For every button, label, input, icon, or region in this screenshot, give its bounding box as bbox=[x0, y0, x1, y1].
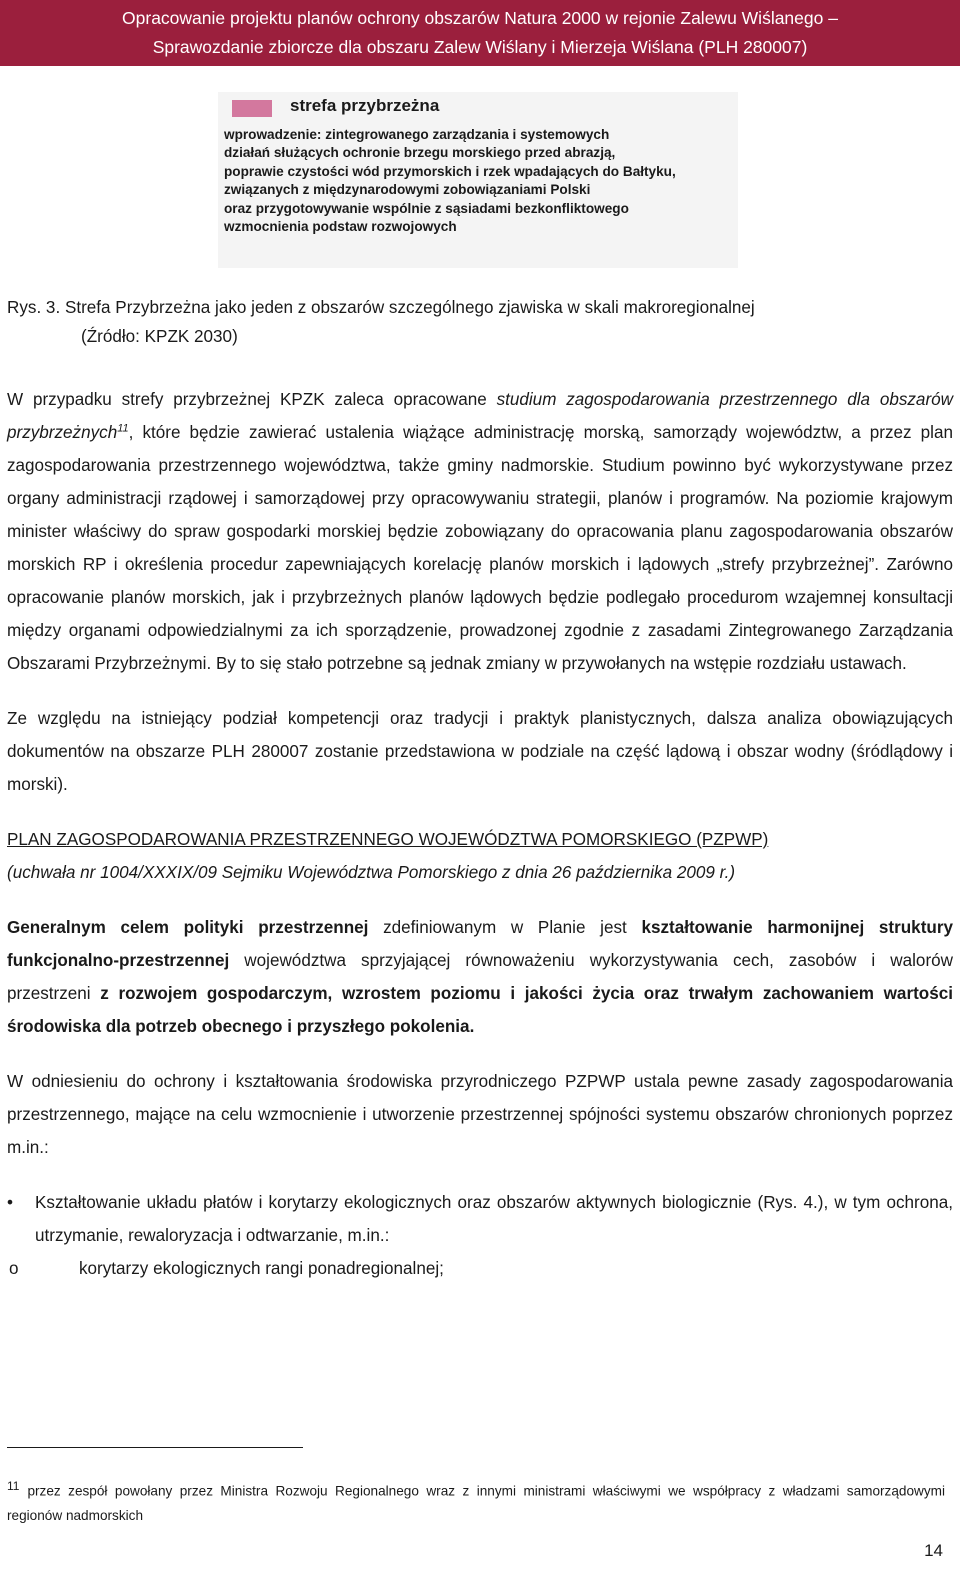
paragraph-analysis: Ze względu na istniejący podział kompetencji oraz tradycji i praktyk planistycznych, dalsza analiza obowiązujących dokumentów na obszarze PLH 280007 zostanie przedstawiona w podziale na część lądową i obszar wodny (śródlądowy i morski). bbox=[7, 709, 953, 794]
caption-line-2: (Źródło: KPZK 2030) bbox=[81, 327, 238, 346]
list-item bbox=[7, 1186, 953, 1252]
figure-line: oraz przygotowywanie wspólnie z sąsiadami bezkonfliktowego bbox=[224, 200, 629, 216]
list-item-text: Kształtowanie układu płatów i korytarzy ekologicznych oraz obszarów aktywnych biologicznie (Rys. 4.), w tym ochrona, utrzymanie, rewaloryzacja i odtwarzanie, m.in.: bbox=[35, 1193, 953, 1245]
sub-list-item-text: korytarzy ekologicznych rangi ponadregionalnej; bbox=[79, 1259, 444, 1278]
section-title: PLAN ZAGOSPODAROWANIA PRZESTRZENNEGO WOJEWÓDZTWA POMORSKIEGO (PZPWP) bbox=[7, 830, 769, 849]
figure-coastal-zone bbox=[218, 92, 738, 268]
figure-line: poprawie czystości wód przymorskich i rzek wpadających do Bałtyku, bbox=[224, 163, 676, 179]
emphasis-text: studium zagospodarowania przestrzennego dla obszarów przybrzeżnych bbox=[7, 390, 953, 442]
caption-line-1: Rys. 3. Strefa Przybrzeżna jako jeden z obszarów szczególnego zjawiska w skali makroregionalnej bbox=[7, 298, 755, 317]
paragraph-text: W przypadku strefy przybrzeżnej KPZK zaleca opracowane bbox=[7, 390, 497, 409]
header-line-1: Opracowanie projektu planów ochrony obszarów Natura 2000 w rejonie Zalewu Wiślanego – bbox=[122, 8, 838, 28]
figure-text bbox=[224, 126, 676, 236]
bullet-icon: • bbox=[7, 1193, 13, 1212]
circle-bullet-icon: o bbox=[9, 1259, 19, 1278]
section-subtitle: (uchwała nr 1004/XXXIX/09 Sejmiku Województwa Pomorskiego z dnia 26 października 2009 r.) bbox=[7, 863, 736, 882]
paragraph-text: , które będzie zawierać ustalenia wiążące administrację morską, samorządy województw, a przez plan zagospodarowania przestrzennego województwa, także gminy nadmorskie. Studium powinno być wykorzystywane przez organy administracji rządowej i samorządowej przy opracowywaniu strategii, planów i programów. Na poziomie krajowym minister właściwy do spraw gospodarki morskiej będzie zobowiązany do opracowania planu zagospodarowania obszarów morskich RP i określenia procedur zapewniających korelację planów morskich i lądowych „strefy przybrzeżnej”. Zarówno opracowanie planów morskich, jak i przybrzeżnych planów lądowych będzie podlegało procedurom wzajemnej konsultacji między organami odpowiedzialnymi za ich sporządzenie, prowadzonej zgodnie z zasadami Zintegrowanego Zarządzania Obszarami Przybrzeżnymi. By to się stało potrzebne są jednak zmiany w przywołanych na wstępie rozdziału ustawach. bbox=[7, 423, 953, 673]
section-heading bbox=[7, 823, 953, 889]
page-header bbox=[0, 0, 960, 66]
footnote-separator bbox=[7, 1447, 303, 1448]
paragraph-kpzk bbox=[7, 383, 953, 680]
footnote bbox=[7, 1474, 945, 1528]
document-body bbox=[7, 293, 953, 1285]
sub-list-item bbox=[7, 1252, 953, 1285]
figure-caption bbox=[7, 293, 953, 351]
figure-line: wprowadzenie: zintegrowanego zarządzania i systemowych bbox=[224, 127, 610, 142]
paragraph-policy-goal bbox=[7, 911, 953, 1043]
bullet-list bbox=[7, 1186, 953, 1285]
footnote-text: przez zespół powołany przez Ministra Rozwoju Regionalnego wraz z innymi ministrami właściwymi we współpracy z władzami samorządowymi regionów nadmorskich bbox=[7, 1483, 945, 1523]
footnote-number: 11 bbox=[7, 1479, 20, 1493]
bold-text: Generalnym celem polityki przestrzennej bbox=[7, 918, 369, 937]
figure-line: działań służących ochronie brzegu morskiego przed abrazją, bbox=[224, 145, 616, 161]
bold-text: z rozwojem gospodarczym, wzrostem poziomu i jakości życia oraz trwałym zachowaniem wartości środowiska dla potrzeb obecnego i przyszłego pokolenia. bbox=[7, 984, 953, 1036]
paragraph-principles: W odniesieniu do ochrony i kształtowania środowiska przyrodniczego PZPWP ustala pewne zasady zagospodarowania przestrzennego, mające na celu wzmocnienie i utworzenie przestrzennej spójności systemu obszarów chronionych poprzez m.in.: bbox=[7, 1072, 953, 1157]
page-number: 14 bbox=[924, 1541, 943, 1560]
paragraph-text: województwa sprzyjającej równoważeniu wykorzystywania cech, zasobów i walorów przestrzeni bbox=[7, 951, 953, 1003]
figure-line: wzmocnienia podstaw rozwojowych bbox=[224, 219, 457, 235]
figure-title: strefa przybrzeżna bbox=[290, 96, 440, 115]
footnote-ref: 11 bbox=[117, 422, 129, 435]
figure-line: związanych z międzynarodowymi zobowiązaniami Polski bbox=[224, 182, 591, 198]
paragraph-text: zdefiniowanym w Planie jest bbox=[368, 918, 642, 937]
legend-swatch bbox=[232, 100, 272, 117]
header-line-2: Sprawozdanie zbiorcze dla obszaru Zalew Wiślany i Mierzeja Wiślana (PLH 280007) bbox=[152, 37, 808, 57]
bold-text: kształtowanie harmonijnej struktury funkcjonalno-przestrzennej bbox=[7, 918, 953, 970]
